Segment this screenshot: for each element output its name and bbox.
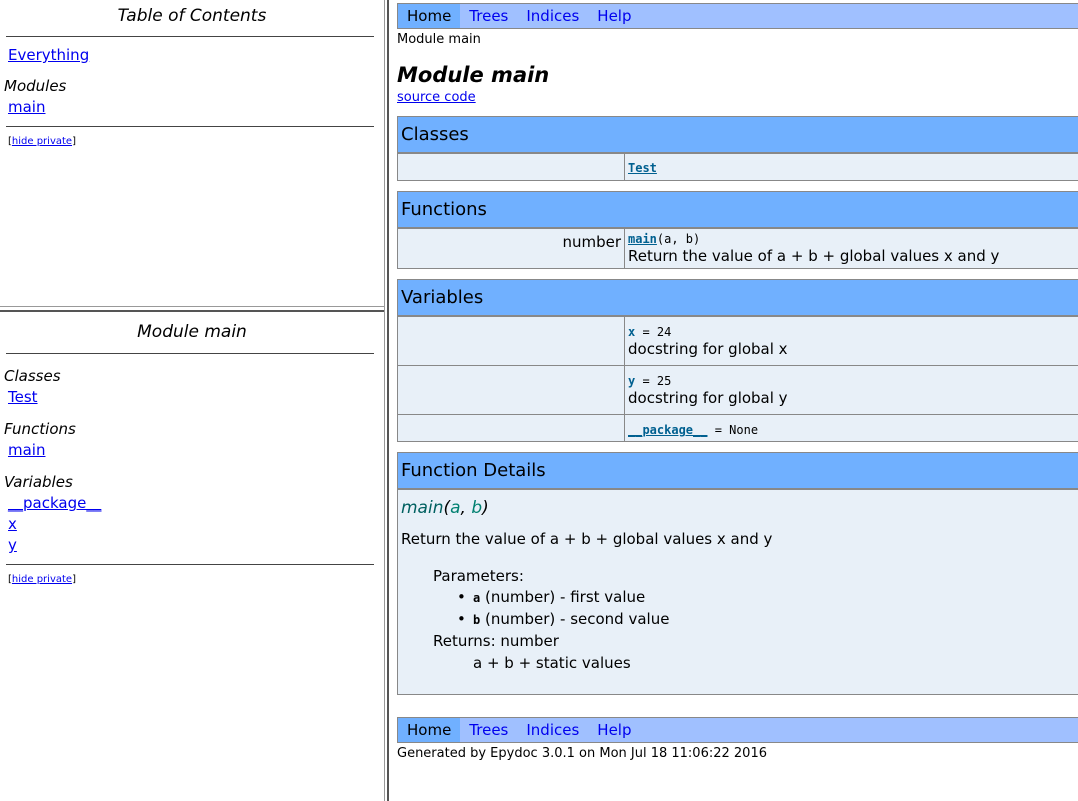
classes-table [397, 116, 1078, 181]
function-description: Return the value of a + b + global values x and y [401, 530, 773, 548]
signature-comma: , [460, 498, 472, 518]
page-title: Module main [397, 63, 550, 87]
variable-desc-cell [625, 415, 1078, 441]
class-type-cell [398, 154, 625, 180]
footer-generated: Generated by Epydoc 3.0.1 on Mon Jul 18 11:06:22 2016 [397, 746, 767, 761]
class-link-test[interactable]: Test [628, 161, 657, 175]
signature-param-b: b [471, 498, 483, 518]
function-signature [401, 498, 1078, 518]
toc-frame [0, 0, 384, 306]
main-frame [389, 0, 1078, 801]
variable-value: = None [707, 423, 759, 437]
variable-desc-cell [625, 317, 1078, 365]
variable-type-cell [398, 317, 625, 365]
variable-name-x: x [628, 325, 636, 339]
signature-param-a: a [450, 498, 461, 518]
module-toc-variable-x[interactable]: x [8, 515, 17, 533]
function-args: (a, b) [656, 232, 701, 246]
hide-private-link[interactable]: hide private [11, 136, 73, 147]
nav-help[interactable]: Help [597, 721, 632, 739]
function-summary: Return the value of a + b + global values x and y [628, 247, 1000, 265]
table-row [398, 228, 1078, 268]
variable-doc: docstring for global x [628, 340, 788, 358]
returns-value: a + b + static values [473, 654, 631, 672]
list-item [473, 609, 1078, 631]
function-details-body [398, 489, 1078, 694]
module-toc-variable-y[interactable]: y [8, 536, 17, 554]
function-details [397, 452, 1078, 695]
param-name: b [473, 613, 481, 627]
hide-private-link[interactable]: hide private [11, 574, 73, 585]
variable-value: = 25 [635, 374, 672, 388]
nav-home[interactable]: Home [398, 718, 460, 742]
variables-table [397, 279, 1078, 442]
list-item [473, 587, 1078, 609]
module-toc-variables-label: Variables [4, 473, 73, 491]
param-name: a [473, 591, 481, 605]
classes-header: Classes [398, 117, 1078, 153]
module-toc-hide-private: [hide private] [8, 574, 76, 585]
navbar-bottom [397, 717, 1078, 743]
toc-modules-label: Modules [4, 77, 67, 95]
table-row [398, 316, 1078, 365]
toc-link-everything[interactable]: Everything [8, 46, 90, 64]
toc-hide-private: [hide private] [8, 136, 76, 147]
returns-label: Returns: number [433, 632, 559, 650]
variable-doc: docstring for global y [628, 389, 788, 407]
table-row [398, 414, 1078, 441]
module-toc-functions-label: Functions [4, 420, 76, 438]
module-toc-frame [0, 312, 384, 801]
module-toc-variable-package[interactable]: __package__ [8, 494, 102, 512]
navbar-top [397, 3, 1078, 29]
toc-title: Table of Contents [117, 6, 267, 26]
variable-desc-cell [625, 366, 1078, 414]
module-toc-title: Module main [137, 322, 247, 342]
module-toc-classes-label: Classes [4, 367, 61, 385]
functions-table [397, 191, 1078, 269]
parameters-label: Parameters: [433, 567, 524, 585]
function-return-type: number [398, 229, 625, 268]
functions-header: Functions [398, 192, 1078, 228]
source-code-link[interactable]: source code [397, 90, 476, 105]
signature-name: main [401, 498, 444, 518]
module-toc-function-main[interactable]: main [8, 441, 46, 459]
breadcrumb: Module main [397, 32, 481, 47]
variable-name-y: y [628, 374, 636, 388]
variable-type-cell [398, 366, 625, 414]
function-details-header: Function Details [398, 453, 1078, 489]
param-detail: (number) - first value [480, 588, 646, 606]
variable-link-package[interactable]: __package__ [628, 423, 708, 437]
nav-help[interactable]: Help [597, 7, 632, 25]
signature-close-paren: ) [482, 498, 489, 518]
toc-module-main[interactable]: main [8, 98, 46, 116]
nav-indices[interactable]: Indices [526, 7, 580, 25]
parameters-block [433, 566, 1078, 674]
nav-trees[interactable]: Trees [469, 721, 509, 739]
class-desc-cell [625, 154, 1078, 180]
param-detail: (number) - second value [480, 610, 670, 628]
signature-open-paren: ( [443, 498, 451, 518]
function-desc-cell [625, 229, 1078, 268]
module-toc-class-test[interactable]: Test [8, 388, 38, 406]
function-link-main[interactable]: main [628, 232, 657, 246]
nav-home[interactable]: Home [398, 4, 460, 28]
table-row [398, 365, 1078, 414]
variable-value: = 24 [635, 325, 672, 339]
variable-type-cell [398, 415, 625, 441]
table-row [398, 153, 1078, 180]
variables-header: Variables [398, 280, 1078, 316]
nav-trees[interactable]: Trees [469, 7, 509, 25]
parameters-list [433, 587, 1078, 631]
nav-indices[interactable]: Indices [526, 721, 580, 739]
